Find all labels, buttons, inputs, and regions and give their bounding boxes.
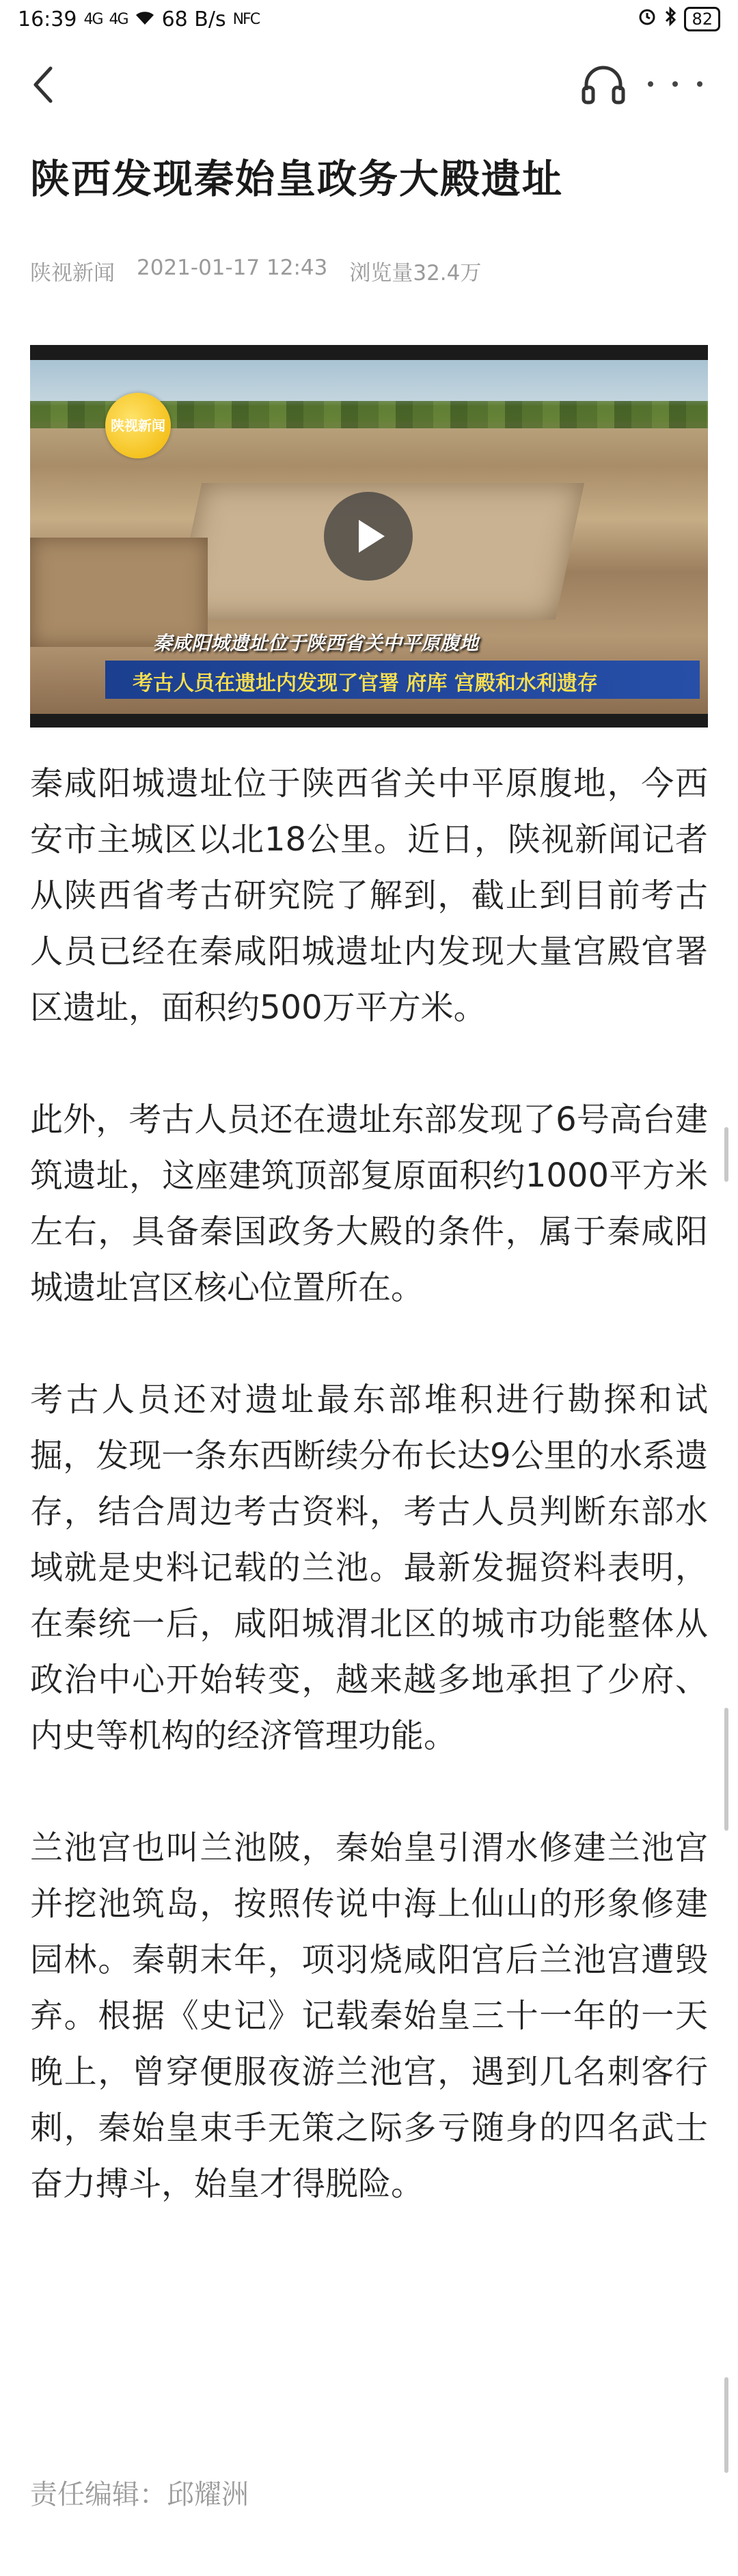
play-icon[interactable] [324, 492, 413, 581]
more-dots-icon [672, 81, 678, 87]
more-dots-icon [697, 81, 702, 87]
status-bar [0, 0, 738, 38]
article-body [30, 756, 708, 2268]
video-player[interactable] [30, 345, 708, 728]
article-datetime: 2021-01-17 12:43 [137, 255, 328, 280]
status-right [638, 6, 720, 32]
article-paragraph: 此外，考古人员还在遗址东部发现了6号高台建筑遗址，这座建筑顶部复原面积约1000平方米左右，具备秦国政务大殿的条件，属于秦咸阳城遗址宫区核心位置所在。 [30, 1100, 708, 1307]
nfc-icon: NFC [232, 10, 260, 28]
headphones-icon [579, 63, 627, 107]
nav-bar [0, 42, 738, 124]
scrollbar-thumb[interactable] [724, 2377, 728, 2473]
article-paragraph: 秦咸阳城遗址位于陕西省关中平原腹地，今西安市主城区以北18公里。近日，陕视新闻记者从陕西省考古研究院了解到，截止到目前考古人员已经在秦咸阳城遗址内发现大量宫殿官署区遗址，面积约500万平方米。 [30, 764, 708, 1027]
article-title: 陕西发现秦始皇政务大殿遗址 [30, 156, 564, 202]
scrollbar-thumb[interactable] [724, 1127, 728, 1182]
battery-icon: 82 [684, 7, 720, 31]
scrollbar-thumb[interactable] [724, 1708, 728, 1831]
signal-icon: 4G [109, 10, 128, 28]
bluetooth-icon [664, 6, 677, 32]
network-speed: 68 B/s [161, 7, 226, 31]
article-paragraph: 考古人员还对遗址最东部堆积进行勘探和试掘，发现一条东西断续分布长达9公里的水系遗存，结合周边考古资料，考古人员判断东部水域就是史料记载的兰池。最新发掘资料表明，在秦统一后，咸阳城渭北区的城市功能整体从政治中心开始转变，越来越多地承担了少府、内史等机构的经济管理功能。 [30, 1381, 708, 1755]
more-dots-icon [648, 81, 653, 87]
video-caption-line1: 秦咸阳城遗址位于陕西省关中平原腹地 [153, 632, 479, 654]
back-button[interactable] [29, 63, 59, 107]
video-caption-line2: 考古人员在遗址内发现了官署 府库 宫殿和水利遗存 [133, 671, 598, 695]
channel-logo: 陕视新闻 [105, 393, 171, 458]
status-time: 16:39 [18, 7, 77, 31]
wifi-icon [135, 8, 155, 31]
signal-icon: 4G [83, 10, 102, 28]
audio-button[interactable] [579, 63, 627, 107]
more-button[interactable] [648, 67, 702, 101]
article-meta [30, 255, 481, 286]
article-views: 浏览量32.4万 [349, 261, 482, 286]
alarm-icon [638, 7, 657, 31]
article-paragraph: 兰池宫也叫兰池陂，秦始皇引渭水修建兰池宫并挖池筑岛，按照传说中海上仙山的形象修建园林。秦朝末年，项羽烧咸阳宫后兰池宫遭毁弃。根据《史记》记载秦始皇三十一年的一天晚上，曾穿便服夜游兰池宫，遇到几名刺客行刺，秦始皇束手无策之际多亏随身的四名武士奋力搏斗，始皇才得脱险。 [30, 1829, 708, 2203]
article-source[interactable]: 陕视新闻 [30, 261, 115, 286]
status-left [18, 8, 259, 31]
chevron-left-icon [29, 63, 59, 107]
editor-credit: 责任编辑：邱耀洲 [30, 2479, 249, 2510]
